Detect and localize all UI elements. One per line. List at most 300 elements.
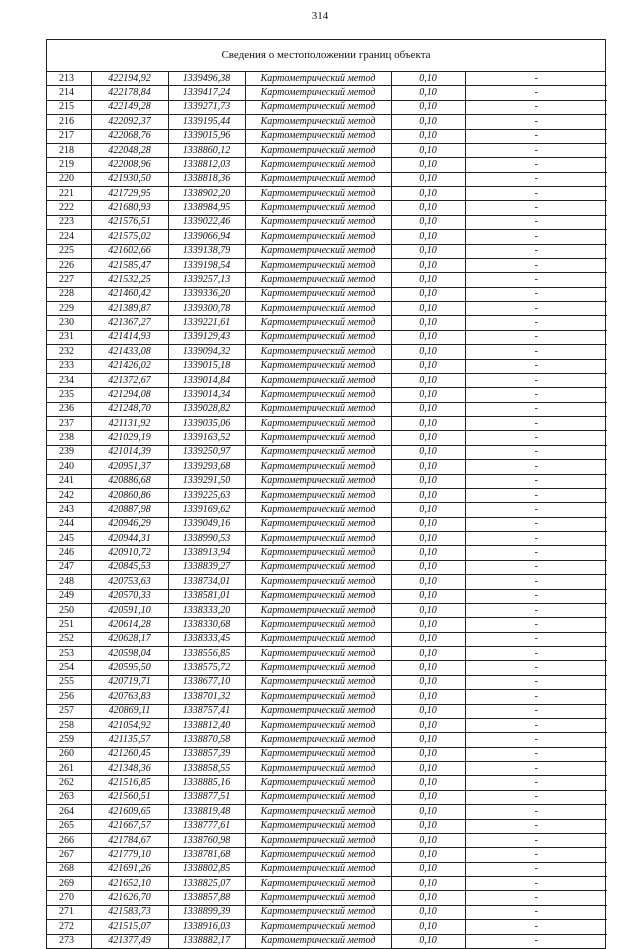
x-coordinate-cell: 421575,02 (91, 230, 168, 244)
accuracy-cell: 0,10 (391, 790, 465, 804)
x-coordinate-cell: 420860,86 (91, 488, 168, 502)
description-cell: - (465, 877, 607, 891)
point-number-cell: 261 (47, 762, 91, 776)
x-coordinate-cell: 421348,36 (91, 762, 168, 776)
accuracy-cell: 0,10 (391, 877, 465, 891)
table-row (47, 862, 607, 876)
y-coordinate-cell: 1339094,32 (168, 345, 245, 359)
table-row (47, 647, 607, 661)
method-cell: Картометрический метод (245, 460, 391, 474)
y-coordinate-cell: 1338858,55 (168, 762, 245, 776)
description-cell: - (465, 187, 607, 201)
page-number: 314 (311, 10, 329, 22)
y-coordinate-cell: 1338701,32 (168, 690, 245, 704)
point-number-cell: 213 (47, 72, 91, 86)
point-number-cell: 245 (47, 532, 91, 546)
method-cell: Картометрический метод (245, 230, 391, 244)
table-row (47, 920, 607, 934)
method-cell: Картометрический метод (245, 675, 391, 689)
x-coordinate-cell: 421426,02 (91, 359, 168, 373)
x-coordinate-cell: 422008,96 (91, 158, 168, 172)
y-coordinate-cell: 1339138,79 (168, 244, 245, 258)
method-cell: Картометрический метод (245, 143, 391, 157)
y-coordinate-cell: 1339163,52 (168, 431, 245, 445)
x-coordinate-cell: 421516,85 (91, 776, 168, 790)
point-number-cell: 260 (47, 747, 91, 761)
y-coordinate-cell: 1338877,51 (168, 790, 245, 804)
y-coordinate-cell: 1339271,73 (168, 100, 245, 114)
description-cell: - (465, 733, 607, 747)
accuracy-cell: 0,10 (391, 402, 465, 416)
table-row (47, 287, 607, 301)
x-coordinate-cell: 420951,37 (91, 460, 168, 474)
method-cell: Картометрический метод (245, 877, 391, 891)
point-number-cell: 272 (47, 920, 91, 934)
method-cell: Картометрический метод (245, 215, 391, 229)
method-cell: Картометрический метод (245, 661, 391, 675)
accuracy-cell: 0,10 (391, 172, 465, 186)
x-coordinate-cell: 420614,28 (91, 618, 168, 632)
method-cell: Картометрический метод (245, 805, 391, 819)
point-number-cell: 266 (47, 833, 91, 847)
description-cell: - (465, 215, 607, 229)
description-cell: - (465, 316, 607, 330)
description-cell: - (465, 776, 607, 790)
y-coordinate-cell: 1338812,40 (168, 718, 245, 732)
table-row (47, 86, 607, 100)
point-number-cell: 232 (47, 345, 91, 359)
description-cell: - (465, 302, 607, 316)
table-row (47, 115, 607, 129)
accuracy-cell: 0,10 (391, 618, 465, 632)
point-number-cell: 222 (47, 201, 91, 215)
method-cell: Картометрический метод (245, 258, 391, 272)
description-cell: - (465, 632, 607, 646)
x-coordinate-cell: 421691,26 (91, 862, 168, 876)
description-cell: - (465, 920, 607, 934)
description-cell: - (465, 862, 607, 876)
table-row (47, 445, 607, 459)
accuracy-cell: 0,10 (391, 287, 465, 301)
method-cell: Картометрический метод (245, 776, 391, 790)
method-cell: Картометрический метод (245, 603, 391, 617)
x-coordinate-cell: 421930,50 (91, 172, 168, 186)
accuracy-cell: 0,10 (391, 833, 465, 847)
accuracy-cell: 0,10 (391, 503, 465, 517)
accuracy-cell: 0,10 (391, 316, 465, 330)
accuracy-cell: 0,10 (391, 603, 465, 617)
accuracy-cell: 0,10 (391, 417, 465, 431)
y-coordinate-cell: 1338882,17 (168, 934, 245, 948)
point-number-cell: 263 (47, 790, 91, 804)
description-cell: - (465, 618, 607, 632)
method-cell: Картометрический метод (245, 747, 391, 761)
accuracy-cell: 0,10 (391, 302, 465, 316)
table-row (47, 532, 607, 546)
y-coordinate-cell: 1338990,53 (168, 532, 245, 546)
x-coordinate-cell: 421367,27 (91, 316, 168, 330)
y-coordinate-cell: 1338333,45 (168, 632, 245, 646)
y-coordinate-cell: 1339066,94 (168, 230, 245, 244)
accuracy-cell: 0,10 (391, 920, 465, 934)
y-coordinate-cell: 1338857,39 (168, 747, 245, 761)
x-coordinate-cell: 421372,67 (91, 373, 168, 387)
description-cell: - (465, 273, 607, 287)
y-coordinate-cell: 1339129,43 (168, 330, 245, 344)
y-coordinate-cell: 1338916,03 (168, 920, 245, 934)
accuracy-cell: 0,10 (391, 762, 465, 776)
point-number-cell: 267 (47, 848, 91, 862)
accuracy-cell: 0,10 (391, 848, 465, 862)
x-coordinate-cell: 421131,92 (91, 417, 168, 431)
description-cell: - (465, 891, 607, 905)
point-number-cell: 236 (47, 402, 91, 416)
y-coordinate-cell: 1339022,46 (168, 215, 245, 229)
description-cell: - (465, 388, 607, 402)
point-number-cell: 269 (47, 877, 91, 891)
accuracy-cell: 0,10 (391, 546, 465, 560)
y-coordinate-cell: 1338839,27 (168, 560, 245, 574)
point-number-cell: 214 (47, 86, 91, 100)
method-cell: Картометрический метод (245, 575, 391, 589)
y-coordinate-cell: 1338857,88 (168, 891, 245, 905)
accuracy-cell: 0,10 (391, 675, 465, 689)
description-cell: - (465, 359, 607, 373)
point-number-cell: 229 (47, 302, 91, 316)
method-cell: Картометрический метод (245, 632, 391, 646)
boundary-table (46, 39, 606, 949)
point-number-cell: 250 (47, 603, 91, 617)
y-coordinate-cell: 1338781,68 (168, 848, 245, 862)
x-coordinate-cell: 421609,65 (91, 805, 168, 819)
point-number-cell: 252 (47, 632, 91, 646)
table-row (47, 848, 607, 862)
y-coordinate-cell: 1338825,07 (168, 877, 245, 891)
x-coordinate-cell: 420944,31 (91, 532, 168, 546)
x-coordinate-cell: 421029,19 (91, 431, 168, 445)
table-row (47, 776, 607, 790)
description-cell: - (465, 230, 607, 244)
table-body (47, 72, 607, 948)
point-number-cell: 217 (47, 129, 91, 143)
x-coordinate-cell: 420570,33 (91, 589, 168, 603)
point-number-cell: 237 (47, 417, 91, 431)
description-cell: - (465, 589, 607, 603)
point-number-cell: 215 (47, 100, 91, 114)
point-number-cell: 220 (47, 172, 91, 186)
point-number-cell: 226 (47, 258, 91, 272)
table-row (47, 258, 607, 272)
y-coordinate-cell: 1339198,54 (168, 258, 245, 272)
description-cell: - (465, 560, 607, 574)
x-coordinate-cell: 420591,10 (91, 603, 168, 617)
accuracy-cell: 0,10 (391, 129, 465, 143)
description-cell: - (465, 762, 607, 776)
point-number-cell: 239 (47, 445, 91, 459)
method-cell: Картометрический метод (245, 934, 391, 948)
table-row (47, 417, 607, 431)
table-row (47, 733, 607, 747)
method-cell: Картометрический метод (245, 115, 391, 129)
table-row (47, 345, 607, 359)
description-cell: - (465, 661, 607, 675)
x-coordinate-cell: 420869,11 (91, 704, 168, 718)
table-row (47, 718, 607, 732)
y-coordinate-cell: 1338819,48 (168, 805, 245, 819)
point-number-cell: 258 (47, 718, 91, 732)
x-coordinate-cell: 421729,95 (91, 187, 168, 201)
table-row (47, 460, 607, 474)
x-coordinate-cell: 421377,49 (91, 934, 168, 948)
x-coordinate-cell: 422092,37 (91, 115, 168, 129)
table-row (47, 100, 607, 114)
accuracy-cell: 0,10 (391, 460, 465, 474)
description-cell: - (465, 675, 607, 689)
point-number-cell: 225 (47, 244, 91, 258)
point-number-cell: 238 (47, 431, 91, 445)
x-coordinate-cell: 420887,98 (91, 503, 168, 517)
table-row (47, 833, 607, 847)
point-number-cell: 231 (47, 330, 91, 344)
x-coordinate-cell: 421585,47 (91, 258, 168, 272)
method-cell: Картометрический метод (245, 704, 391, 718)
accuracy-cell: 0,10 (391, 244, 465, 258)
x-coordinate-cell: 421260,45 (91, 747, 168, 761)
x-coordinate-cell: 421583,73 (91, 905, 168, 919)
table-row (47, 230, 607, 244)
table-row (47, 158, 607, 172)
x-coordinate-cell: 421460,42 (91, 287, 168, 301)
method-cell: Картометрический метод (245, 647, 391, 661)
description-cell: - (465, 201, 607, 215)
method-cell: Картометрический метод (245, 790, 391, 804)
point-number-cell: 242 (47, 488, 91, 502)
y-coordinate-cell: 1338734,01 (168, 575, 245, 589)
accuracy-cell: 0,10 (391, 776, 465, 790)
description-cell: - (465, 86, 607, 100)
y-coordinate-cell: 1338333,20 (168, 603, 245, 617)
description-cell: - (465, 532, 607, 546)
y-coordinate-cell: 1339225,63 (168, 488, 245, 502)
method-cell: Картометрический метод (245, 474, 391, 488)
description-cell: - (465, 460, 607, 474)
table-row (47, 603, 607, 617)
accuracy-cell: 0,10 (391, 445, 465, 459)
x-coordinate-cell: 421652,10 (91, 877, 168, 891)
method-cell: Картометрический метод (245, 244, 391, 258)
table-row (47, 388, 607, 402)
description-cell: - (465, 287, 607, 301)
description-cell: - (465, 172, 607, 186)
method-cell: Картометрический метод (245, 316, 391, 330)
method-cell: Картометрический метод (245, 201, 391, 215)
method-cell: Картометрический метод (245, 273, 391, 287)
accuracy-cell: 0,10 (391, 488, 465, 502)
x-coordinate-cell: 421784,67 (91, 833, 168, 847)
table-row (47, 129, 607, 143)
description-cell: - (465, 575, 607, 589)
point-number-cell: 255 (47, 675, 91, 689)
description-cell: - (465, 474, 607, 488)
description-cell: - (465, 805, 607, 819)
method-cell: Картометрический метод (245, 402, 391, 416)
method-cell: Картометрический метод (245, 733, 391, 747)
method-cell: Картометрический метод (245, 546, 391, 560)
x-coordinate-cell: 422194,92 (91, 72, 168, 86)
description-cell: - (465, 158, 607, 172)
y-coordinate-cell: 1339257,13 (168, 273, 245, 287)
table-row (47, 618, 607, 632)
accuracy-cell: 0,10 (391, 805, 465, 819)
y-coordinate-cell: 1338913,94 (168, 546, 245, 560)
accuracy-cell: 0,10 (391, 589, 465, 603)
y-coordinate-cell: 1338812,03 (168, 158, 245, 172)
x-coordinate-cell: 421414,93 (91, 330, 168, 344)
table-row (47, 877, 607, 891)
accuracy-cell: 0,10 (391, 733, 465, 747)
point-number-cell: 234 (47, 373, 91, 387)
description-cell: - (465, 143, 607, 157)
accuracy-cell: 0,10 (391, 86, 465, 100)
coordinates-table (47, 72, 607, 948)
point-number-cell: 262 (47, 776, 91, 790)
y-coordinate-cell: 1338902,20 (168, 187, 245, 201)
accuracy-cell: 0,10 (391, 431, 465, 445)
table-row (47, 690, 607, 704)
point-number-cell: 259 (47, 733, 91, 747)
point-number-cell: 248 (47, 575, 91, 589)
x-coordinate-cell: 420946,29 (91, 517, 168, 531)
description-cell: - (465, 330, 607, 344)
y-coordinate-cell: 1339250,97 (168, 445, 245, 459)
method-cell: Картометрический метод (245, 905, 391, 919)
x-coordinate-cell: 421680,93 (91, 201, 168, 215)
y-coordinate-cell: 1339221,61 (168, 316, 245, 330)
point-number-cell: 230 (47, 316, 91, 330)
point-number-cell: 257 (47, 704, 91, 718)
y-coordinate-cell: 1338575,72 (168, 661, 245, 675)
y-coordinate-cell: 1339496,38 (168, 72, 245, 86)
accuracy-cell: 0,10 (391, 575, 465, 589)
method-cell: Картометрический метод (245, 891, 391, 905)
point-number-cell: 219 (47, 158, 91, 172)
method-cell: Картометрический метод (245, 129, 391, 143)
method-cell: Картометрический метод (245, 445, 391, 459)
accuracy-cell: 0,10 (391, 891, 465, 905)
y-coordinate-cell: 1339014,34 (168, 388, 245, 402)
table-row (47, 905, 607, 919)
method-cell: Картометрический метод (245, 302, 391, 316)
x-coordinate-cell: 422149,28 (91, 100, 168, 114)
x-coordinate-cell: 421602,66 (91, 244, 168, 258)
table-row (47, 560, 607, 574)
x-coordinate-cell: 421248,70 (91, 402, 168, 416)
accuracy-cell: 0,10 (391, 258, 465, 272)
method-cell: Картометрический метод (245, 862, 391, 876)
y-coordinate-cell: 1339015,18 (168, 359, 245, 373)
accuracy-cell: 0,10 (391, 862, 465, 876)
table-row (47, 187, 607, 201)
x-coordinate-cell: 421054,92 (91, 718, 168, 732)
y-coordinate-cell: 1339169,62 (168, 503, 245, 517)
method-cell: Картометрический метод (245, 373, 391, 387)
y-coordinate-cell: 1339293,68 (168, 460, 245, 474)
method-cell: Картометрический метод (245, 330, 391, 344)
y-coordinate-cell: 1338760,98 (168, 833, 245, 847)
y-coordinate-cell: 1338802,85 (168, 862, 245, 876)
table-row (47, 72, 607, 86)
x-coordinate-cell: 420598,04 (91, 647, 168, 661)
table-row (47, 143, 607, 157)
method-cell: Картометрический метод (245, 417, 391, 431)
table-row (47, 503, 607, 517)
y-coordinate-cell: 1339300,78 (168, 302, 245, 316)
method-cell: Картометрический метод (245, 560, 391, 574)
x-coordinate-cell: 421779,10 (91, 848, 168, 862)
accuracy-cell: 0,10 (391, 532, 465, 546)
table-row (47, 201, 607, 215)
y-coordinate-cell: 1338818,36 (168, 172, 245, 186)
method-cell: Картометрический метод (245, 359, 391, 373)
y-coordinate-cell: 1338330,68 (168, 618, 245, 632)
y-coordinate-cell: 1338860,12 (168, 143, 245, 157)
table-title: Сведения о местоположении границ объекта (47, 40, 605, 72)
description-cell: - (465, 819, 607, 833)
description-cell: - (465, 747, 607, 761)
description-cell: - (465, 431, 607, 445)
accuracy-cell: 0,10 (391, 373, 465, 387)
point-number-cell: 218 (47, 143, 91, 157)
x-coordinate-cell: 421560,51 (91, 790, 168, 804)
table-row (47, 373, 607, 387)
table-row (47, 704, 607, 718)
point-number-cell: 221 (47, 187, 91, 201)
table-row (47, 359, 607, 373)
method-cell: Картометрический метод (245, 589, 391, 603)
method-cell: Картометрический метод (245, 920, 391, 934)
point-number-cell: 246 (47, 546, 91, 560)
x-coordinate-cell: 420595,50 (91, 661, 168, 675)
table-row (47, 891, 607, 905)
y-coordinate-cell: 1338984,95 (168, 201, 245, 215)
point-number-cell: 227 (47, 273, 91, 287)
table-row (47, 273, 607, 287)
table-row (47, 302, 607, 316)
accuracy-cell: 0,10 (391, 517, 465, 531)
method-cell: Картометрический метод (245, 819, 391, 833)
description-cell: - (465, 445, 607, 459)
accuracy-cell: 0,10 (391, 115, 465, 129)
accuracy-cell: 0,10 (391, 934, 465, 948)
x-coordinate-cell: 422048,28 (91, 143, 168, 157)
description-cell: - (534, 935, 538, 947)
point-number-cell: 240 (47, 460, 91, 474)
accuracy-cell: 0,10 (391, 100, 465, 114)
x-coordinate-cell: 420763,83 (91, 690, 168, 704)
x-coordinate-cell: 420719,71 (91, 675, 168, 689)
accuracy-cell: 0,10 (391, 388, 465, 402)
accuracy-cell: 0,10 (391, 72, 465, 86)
y-coordinate-cell: 1339014,84 (168, 373, 245, 387)
x-coordinate-cell: 422178,84 (91, 86, 168, 100)
accuracy-cell: 0,10 (391, 230, 465, 244)
accuracy-cell: 0,10 (391, 273, 465, 287)
y-coordinate-cell: 1338677,10 (168, 675, 245, 689)
table-row (47, 215, 607, 229)
point-number-cell: 224 (47, 230, 91, 244)
method-cell: Картометрический метод (245, 503, 391, 517)
table-row (47, 661, 607, 675)
